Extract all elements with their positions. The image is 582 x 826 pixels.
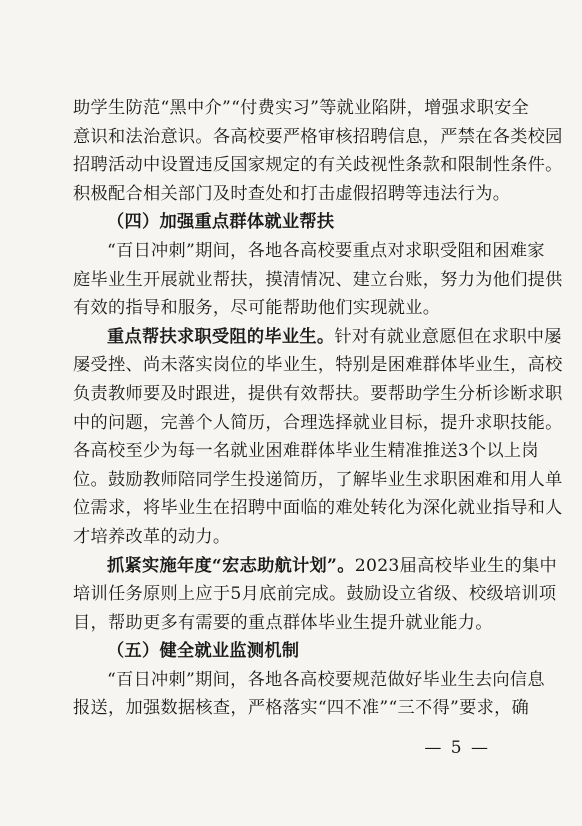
line-text: 招聘活动中设置违反国家规定的有关歧视性条款和限制性条件。 xyxy=(73,155,563,176)
text-line xyxy=(73,351,563,380)
line-text: 位。鼓励教师陪同学生投递简历，了解毕业生求职困难和用人单 xyxy=(73,469,563,490)
text-line xyxy=(73,552,558,581)
line-text: 才培养改革的动力。 xyxy=(73,526,231,547)
bold-lead-phrase: 抓紧实施年度“宏志助航计划”。 xyxy=(107,555,355,576)
text-line xyxy=(73,437,539,466)
text-line xyxy=(73,609,514,638)
line-text: （四）加强重点群体就业帮扶 xyxy=(107,212,335,233)
line-text: 针对有就业意愿但在求职中屡 xyxy=(334,326,562,347)
text-line xyxy=(73,523,514,552)
line-text: 屡受挫、尚未落实岗位的毕业生，特别是困难群体毕业生，高校 xyxy=(73,355,563,376)
text-line xyxy=(73,666,545,695)
text-line xyxy=(73,237,545,266)
line-text: 负责教师要及时跟进，提供有效帮扶。要帮助学生分析诊断求职 xyxy=(73,383,563,404)
line-text: 中的问题，完善个人简历，合理选择就业目标，提升求职技能。 xyxy=(73,412,563,433)
text-line xyxy=(73,580,557,609)
text-line xyxy=(73,494,563,523)
text-line xyxy=(73,151,563,180)
bold-lead-phrase: 重点帮扶求职受阻的毕业生。 xyxy=(107,326,335,347)
line-text: “百日冲刺”期间，各地各高校要规范做好毕业生去向信息 xyxy=(107,669,545,690)
text-line xyxy=(73,123,563,152)
line-text: 有效的指导和服务，尽可能帮助他们实现就业。 xyxy=(73,298,441,319)
document-body xyxy=(73,94,563,723)
line-text: 各高校至少为每一名就业困难群体毕业生精准推送3个以上岗 xyxy=(73,441,539,462)
text-line xyxy=(73,180,514,209)
line-text: 意识和法治意识。各高校要严格审核招聘信息，严禁在各类校园 xyxy=(73,126,563,147)
text-line xyxy=(73,380,563,409)
section-heading xyxy=(73,208,514,237)
page-number: — 5 — xyxy=(424,738,490,758)
line-text: 积极配合相关部门及时查处和打击虚假招聘等违法行为。 xyxy=(73,183,511,204)
line-text: “百日冲刺”期间，各地各高校要重点对求职受阻和困难家 xyxy=(107,240,545,261)
section-heading xyxy=(73,637,514,666)
line-text: 助学生防范“黑中介”“付费实习”等就业陷阱，增强求职安全 xyxy=(73,98,530,118)
line-text: （五）健全就业监测机制 xyxy=(107,641,300,662)
text-line xyxy=(73,294,514,323)
text-line xyxy=(73,94,530,123)
line-text: 2023届高校毕业生的集中 xyxy=(354,555,558,576)
text-line xyxy=(73,266,563,295)
line-text: 庭毕业生开展就业帮扶，摸清情况、建立台账，努力为他们提供 xyxy=(73,269,563,290)
text-line xyxy=(73,466,563,495)
line-text: 培训任务原则上应于5月底前完成。鼓励设立省级、校级培训项 xyxy=(73,584,557,605)
line-text: 报送，加强数据核查，严格落实“四不准”“三不得”要求，确 xyxy=(73,698,530,719)
text-line xyxy=(73,409,563,438)
text-line xyxy=(73,323,562,352)
line-text: 位需求，将毕业生在招聘中面临的难处转化为深化就业指导和人 xyxy=(73,498,563,519)
text-line xyxy=(73,694,530,723)
line-text: 目，帮助更多有需要的重点群体毕业生提升就业能力。 xyxy=(73,612,493,633)
